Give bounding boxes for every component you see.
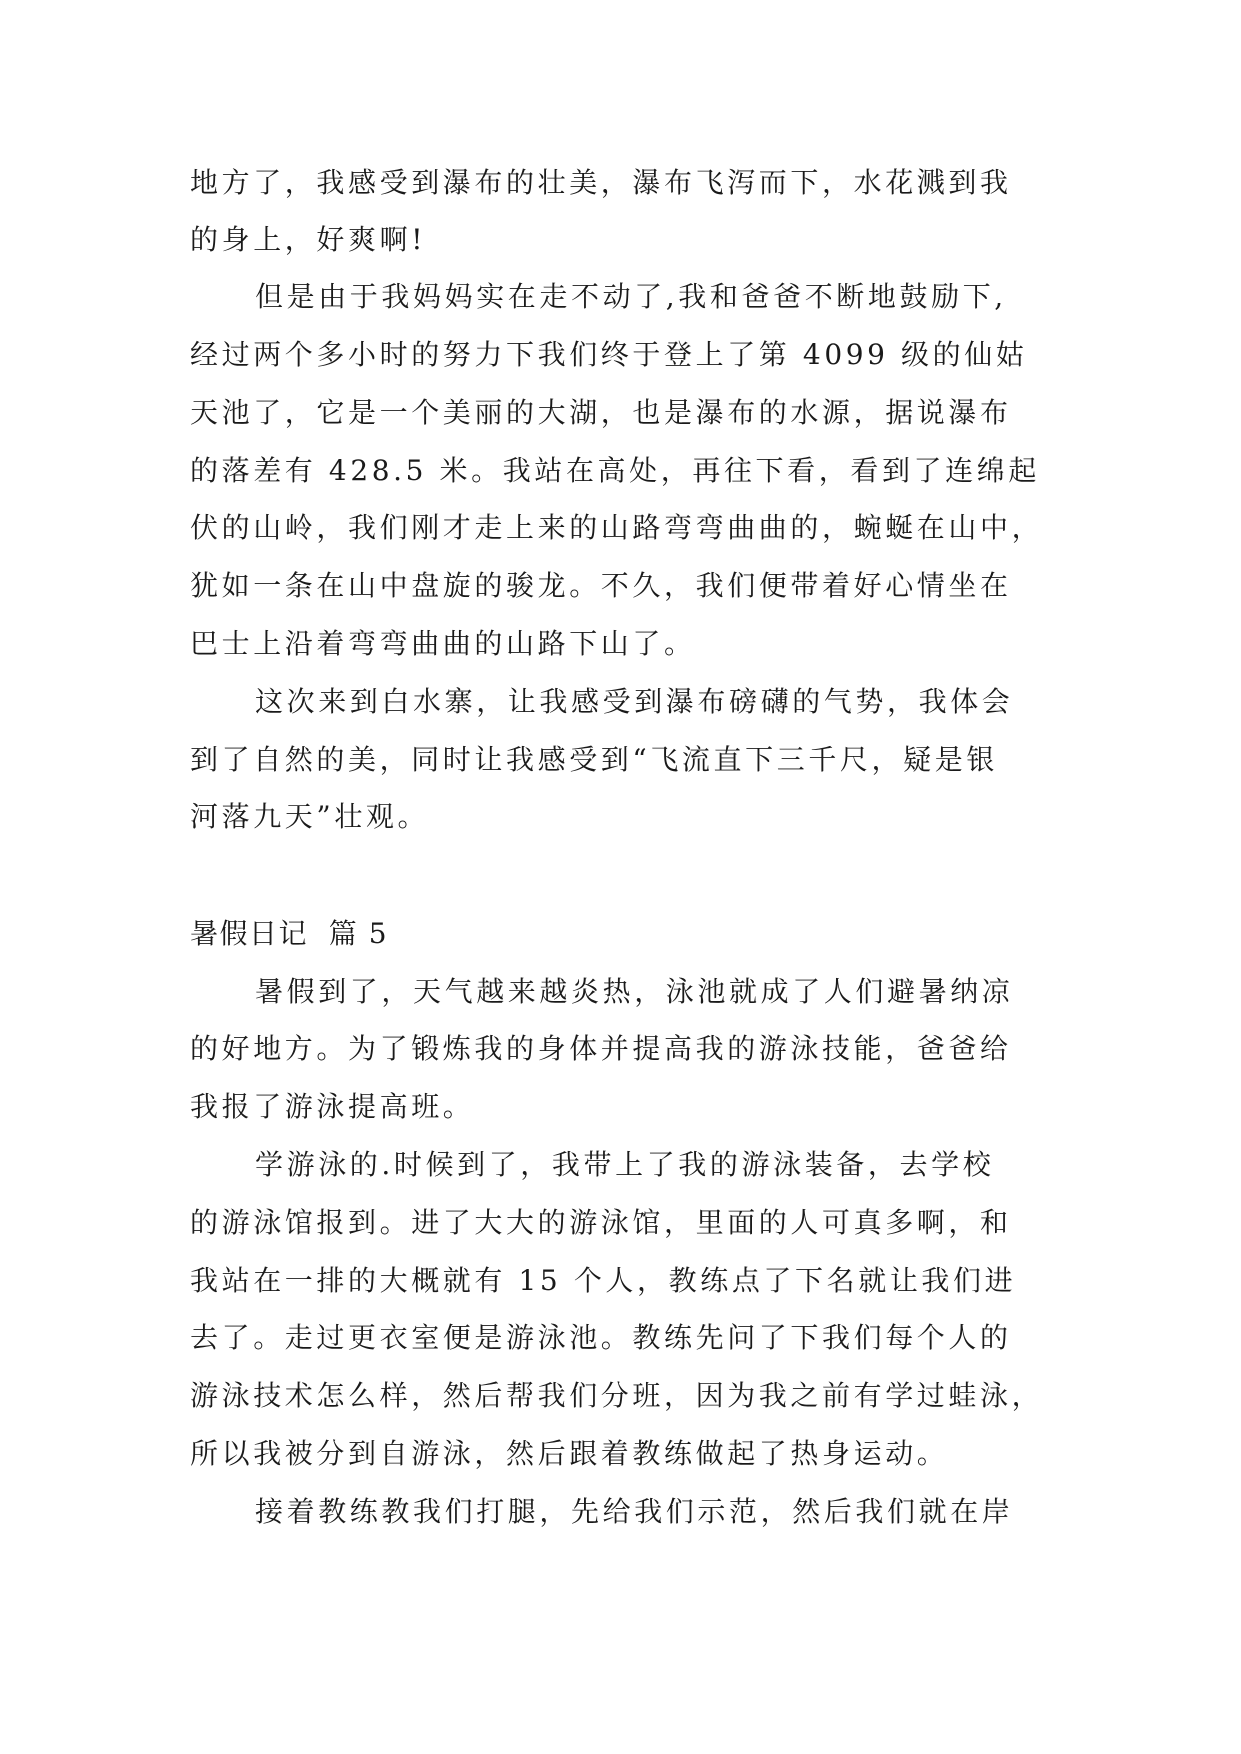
text-line: 地方了，我感受到瀑布的壮美，瀑布飞泻而下，水花溅到我 [190,166,1012,199]
text-line: 去了。走过更衣室便是游泳池。教练先问了下我们每个人的 [190,1321,1012,1354]
text-line: 接着教练教我们打腿，先给我们示范，然后我们就在岸 [255,1495,1014,1528]
text-line: 巴士上沿着弯弯曲曲的山路下山了。 [190,627,696,660]
text-line: 伏的山岭，我们刚才走上来的山路弯弯曲曲的，蜿蜒在山中， [190,511,1044,544]
text-line: 所以我被分到自游泳，然后跟着教练做起了热身运动。 [190,1437,949,1470]
text-line: 天池了，它是一个美丽的大湖，也是瀑布的水源，据说瀑布 [190,396,1012,429]
section-heading: 暑假日记 篇 5 [190,917,389,950]
text-line: 河落九天”壮观。 [190,800,430,833]
text-line: 的好地方。为了锻炼我的身体并提高我的游泳技能，爸爸给 [190,1032,1012,1065]
text-line: 的落差有 428.5 米。我站在高处，再往下看，看到了连绵起 [190,454,1040,487]
text-line: 我站在一排的大概就有 15 个人，教练点了下名就让我们进 [190,1264,1017,1297]
text-line: 经过两个多小时的努力下我们终于登上了第 4099 级的仙姑 [190,338,1028,371]
text-line: 我报了游泳提高班。 [190,1090,475,1123]
text-line: 暑假到了，天气越来越炎热，泳池就成了人们避暑纳凉 [255,975,1014,1008]
text-line: 游泳技术怎么样，然后帮我们分班，因为我之前有学过蛙泳， [190,1379,1044,1412]
text-line: 这次来到白水寨，让我感受到瀑布磅礴的气势，我体会 [255,685,1014,718]
text-line: 学游泳的.时候到了，我带上了我的游泳装备，去学校 [255,1148,995,1181]
text-line: 到了自然的美，同时让我感受到“飞流直下三千尺，疑是银 [190,743,998,776]
text-line: 犹如一条在山中盘旋的骏龙。不久，我们便带着好心情坐在 [190,569,1012,602]
text-line: 但是由于我妈妈实在走不动了,我和爸爸不断地鼓励下, [255,280,1007,313]
text-line: 的身上，好爽啊! [190,223,427,256]
text-line: 的游泳馆报到。进了大大的游泳馆，里面的人可真多啊，和 [190,1206,1012,1239]
